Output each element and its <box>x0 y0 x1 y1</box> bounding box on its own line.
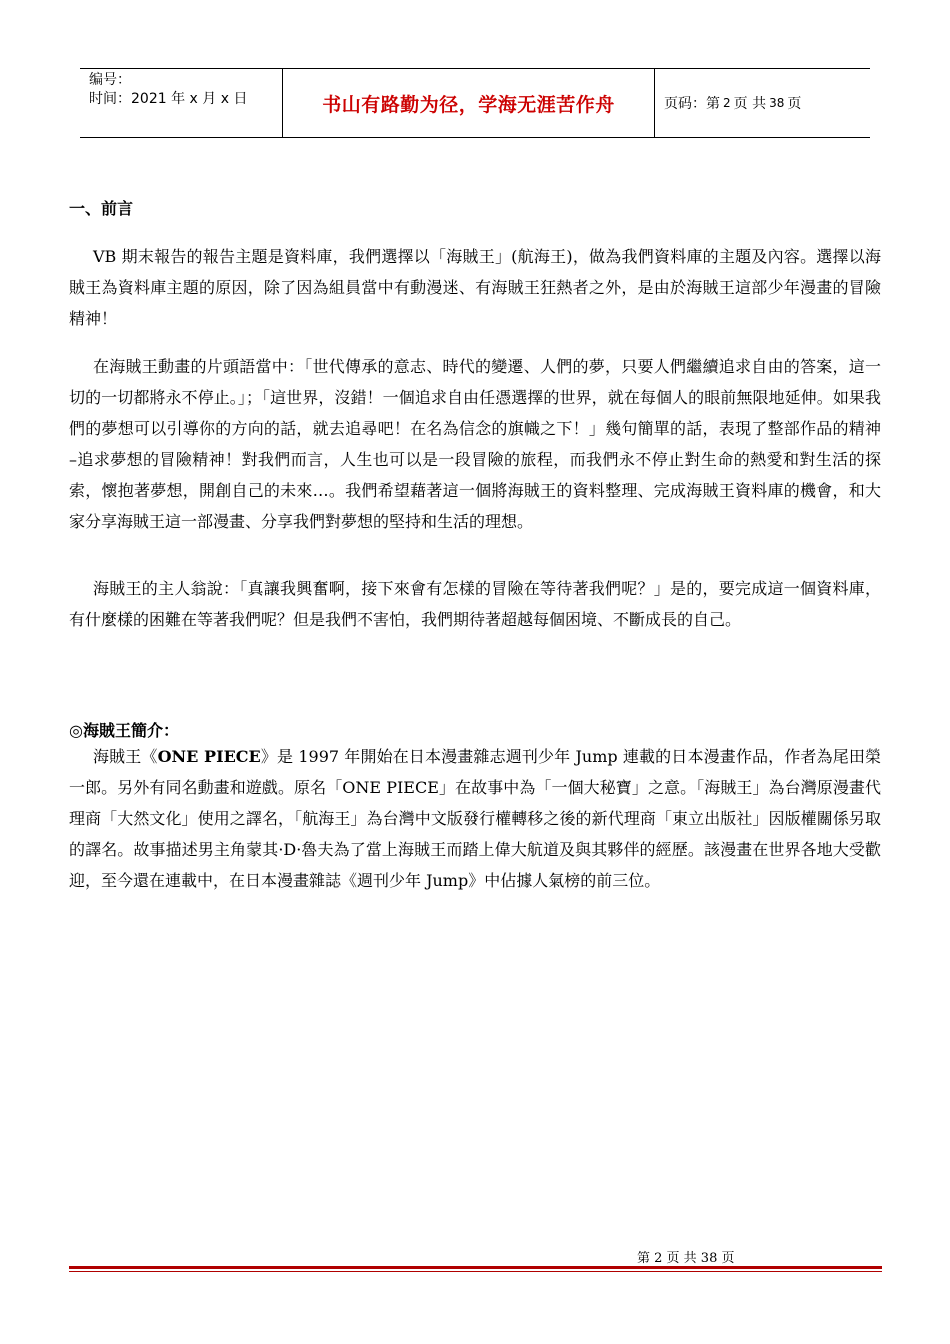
preface-paragraph-2: 在海賊王動畫的片頭語當中：「世代傳承的意志、時代的變遷、人們的夢，只要人們繼續追求自由的答案，這一切的一切都將永不停止。」；「這世界，沒錯！一個追求自由任憑選擇的世界，就在每個人的眼前無限地延伸。如果我們的夢想可以引導你的方向的話，就去追尋吧！在名為信念的旗幟之下！」幾句簡單的話，表現了整部作品的精神 –追求夢想的冒險精神！對我們而言，人生也可以是一段冒險的旅程，而我們永不停止對生命的熱愛和對生活的探索，懷抱著夢想，開創自己的未來…。我們希望藉著這一個將海賊王的資料整理、完成海賊王資料庫的機會，和大家分享海賊王這一部漫畫、分享我們對夢想的堅持和生活的理想。 <box>69 357 881 531</box>
section-title-preface: 一、前言 <box>69 199 134 218</box>
intro-text-bold: ONE PIECE <box>157 747 261 766</box>
preface-paragraph-1: VB 期末報告的報告主題是資料庫，我們選擇以「海賊王」(航海王)，做為我們資料庫的主題及內容。選擇以海賊王為資料庫主題的原因，除了因為組員當中有動漫迷、有海賊王狂熱者之外，是由於海賊王這部少年漫畫的冒險精神！ <box>69 247 881 328</box>
header-page-total: 38 <box>769 96 785 110</box>
intro-text-post: 》是 1997 年開始在日本漫畫雜志週刊少年 Jump 連載的日本漫畫作品，作者為尾田榮一郎。另外有同名動畫和遊戲。原名「ONE PIECE」在故事中為「一個大秘寶」之意。「海賊王」為台灣原漫畫代理商「大然文化」使用之譯名，「航海王」為台灣中文版發行權轉移之後的新代理商「東立出版社」因版權關係另取的譯名。故事描述男主角蒙其·D·魯夫為了當上海賊王而踏上偉大航道及與其夥伴的經歷。該漫畫在世界各地大受歡迎，至今還在連載中，在日本漫畫雜誌《週刊少年 Jump》中佔據人氣榜的前三位。 <box>69 747 882 890</box>
section-preface <box>69 196 881 219</box>
header-page-mid: 页 共 <box>733 96 767 112</box>
footer-rule-thin <box>69 1271 882 1272</box>
intro-paragraph <box>69 741 881 896</box>
header-date-label: 时间：2021 年 x 月 x 日 <box>89 91 248 107</box>
header-page-number: 2 <box>723 96 731 110</box>
section-intro <box>69 718 881 896</box>
preface-paragraph-3: 海賊王的主人翁說：「真讓我興奮啊，接下來會有怎樣的冒險在等待著我們呢？」是的，要完成這一個資料庫，有什麼樣的困難在等著我們呢？但是我們不害怕，我們期待著超越每個困境、不斷成長的自己。 <box>69 579 881 629</box>
preface-paragraph-2-wrap <box>69 351 881 537</box>
header-number-label: 编号： <box>89 72 131 88</box>
preface-paragraph-3-wrap <box>69 573 881 635</box>
header-table <box>80 68 870 138</box>
header-page-suffix: 页 <box>787 96 802 112</box>
header-motto: 书山有路勤为径，学海无涯苦作舟 <box>283 69 655 137</box>
footer-rule-thick <box>69 1266 882 1269</box>
section-title-intro: ◎海賊王簡介： <box>69 721 179 740</box>
footer-page-number: 第 2 页 共 38 页 <box>637 1251 735 1266</box>
header-page-info <box>655 69 870 137</box>
preface-paragraph-1-wrap <box>69 241 881 334</box>
header-page-prefix: 页码：第 <box>664 96 720 112</box>
header-info-cell <box>80 69 283 137</box>
intro-text-pre: 海賊王《 <box>93 747 158 766</box>
